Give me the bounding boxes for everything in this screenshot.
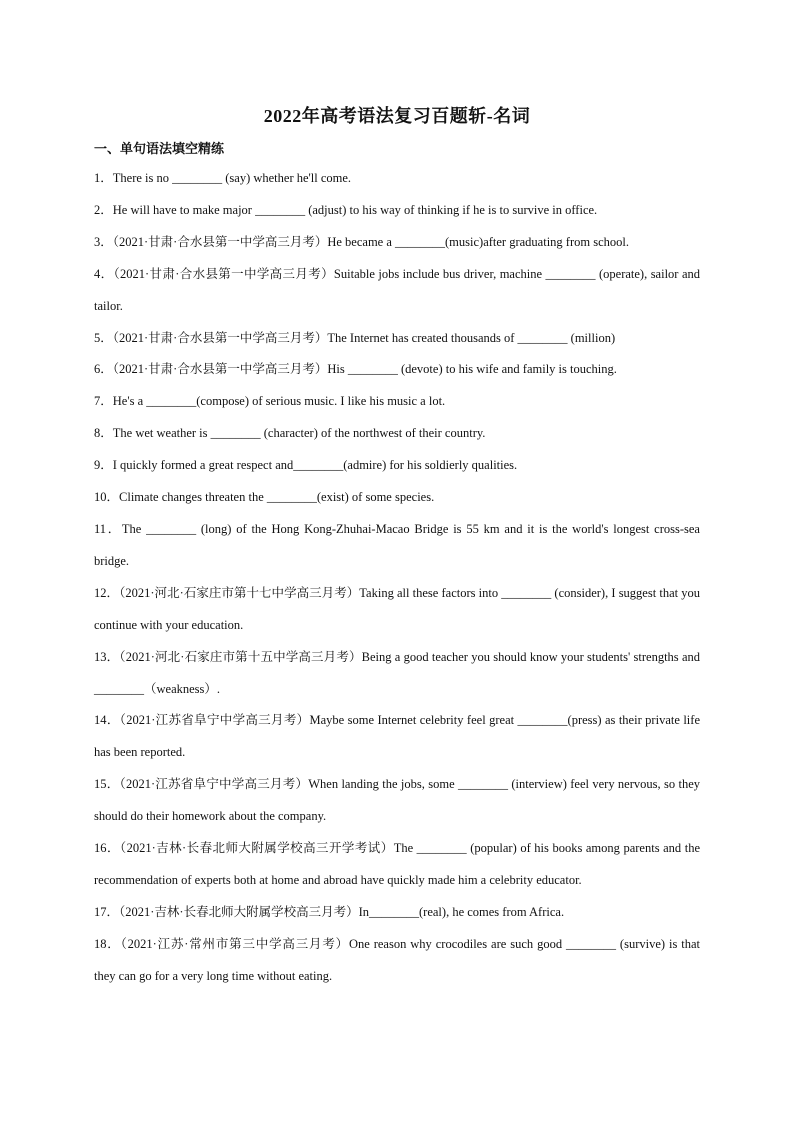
- question-text: I quickly formed a great respect and________(admire) for his soldierly qualities.: [112, 458, 518, 473]
- question-source: （2021·甘肃·合水县第一中学高三月考）: [112, 234, 328, 249]
- question-item: [94, 833, 700, 897]
- question-source: （2021·江苏·常州市第三中学高三月考）: [120, 936, 349, 951]
- question-item: [94, 227, 700, 259]
- question-source: （2021·吉林·长春北师大附属学校高三开学考试）: [119, 841, 394, 856]
- question-source: （2021·吉林·长春北师大附属学校高三月考）: [119, 904, 359, 919]
- question-source: （2021·甘肃·合水县第一中学高三月考）: [113, 266, 334, 281]
- question-text: There is no ________ (say) whether he'll come.: [112, 171, 352, 185]
- question-number: 13．: [94, 649, 120, 664]
- question-text: Taking all these factors into ________ (consider), I suggest that you continue with your education.: [94, 585, 700, 632]
- question-source: （2021·甘肃·合水县第一中学高三月考）: [112, 362, 328, 377]
- question-item: [94, 450, 700, 482]
- question-text: He's a ________(compose) of serious music. I like his music a lot.: [112, 394, 446, 409]
- question-item: [94, 482, 700, 514]
- question-text: He became a ________(music)after graduating from school.: [327, 234, 629, 249]
- question-item: [94, 259, 700, 323]
- question-number: 14．: [94, 713, 120, 728]
- question-number: 10．: [94, 490, 120, 505]
- question-source: （2021·河北·石家庄市第十七中学高三月考）: [119, 585, 360, 600]
- question-item: [94, 514, 700, 578]
- question-text: His ________ (devote) to his wife and family is touching.: [327, 362, 617, 377]
- question-item: [94, 195, 700, 227]
- question-item: [94, 929, 700, 993]
- question-item: [94, 163, 700, 195]
- question-item: [94, 578, 700, 642]
- question-source: （2021·河北·石家庄市第十五中学高三月考）: [119, 649, 362, 664]
- question-number: 5．: [94, 330, 113, 345]
- question-item: [94, 769, 700, 833]
- question-list: [94, 163, 700, 993]
- section-heading: 一、单句语法填空精练: [94, 141, 225, 156]
- question-text: In________(real), he comes from Africa.: [358, 904, 565, 919]
- question-number: 12．: [94, 585, 120, 600]
- question-text: When landing the jobs, some ________ (interview) feel very nervous, so they should do their homework about the company.: [94, 777, 700, 824]
- question-number: 18．: [94, 936, 121, 951]
- question-text: One reason why crocodiles are such good ________ (survive) is that they can go for a very long time without eating.: [94, 936, 701, 983]
- question-item: [94, 418, 700, 450]
- question-text: The ________ (long) of the Hong Kong-Zhuhai-Macao Bridge is 55 km and it is the world's longest cross-sea bridge.: [94, 521, 700, 568]
- question-item: [94, 386, 700, 418]
- question-number: 16．: [94, 841, 120, 856]
- question-source: （2021·江苏省阜宁中学高三月考）: [119, 777, 309, 792]
- question-item: [94, 323, 700, 355]
- question-number: 1．: [94, 171, 113, 185]
- question-item: [94, 642, 700, 706]
- page-title: 2022年高考语法复习百题斩-名词: [263, 106, 531, 126]
- question-number: 2．: [94, 202, 113, 217]
- question-number: 11．: [94, 521, 122, 536]
- question-text: Being a good teacher you should know your students' strengths and ________（weakness）.: [94, 649, 700, 696]
- question-item: [94, 354, 700, 386]
- question-text: Suitable jobs include bus driver, machine ________ (operate), sailor and tailor.: [94, 266, 700, 313]
- question-source: （2021·甘肃·合水县第一中学高三月考）: [112, 330, 328, 345]
- question-number: 8．: [94, 426, 113, 441]
- question-number: 4．: [94, 266, 114, 281]
- question-number: 15．: [94, 777, 120, 792]
- question-text: The ________ (popular) of his books among parents and the recommendation of experts both at home and abroad have quickly made him a celebrity educator.: [94, 841, 701, 887]
- question-text: The Internet has created thousands of ________ (million): [327, 330, 616, 345]
- question-number: 17．: [94, 904, 120, 919]
- question-text: Climate changes threaten the ________(exist) of some species.: [119, 490, 435, 505]
- question-text: Maybe some Internet celebrity feel great ________(press) as their private life has been reported.: [94, 713, 700, 760]
- question-text: The wet weather is ________ (character) of the northwest of their country.: [112, 426, 486, 441]
- question-source: （2021·江苏省阜宁中学高三月考）: [119, 713, 310, 728]
- question-number: 7．: [94, 394, 113, 409]
- question-text: He will have to make major ________ (adjust) to his way of thinking if he is to survive in office.: [112, 202, 598, 217]
- question-number: 9．: [94, 458, 113, 473]
- question-item: [94, 897, 700, 929]
- question-number: 6．: [94, 362, 113, 377]
- question-number: 3．: [94, 234, 113, 249]
- question-item: [94, 705, 700, 769]
